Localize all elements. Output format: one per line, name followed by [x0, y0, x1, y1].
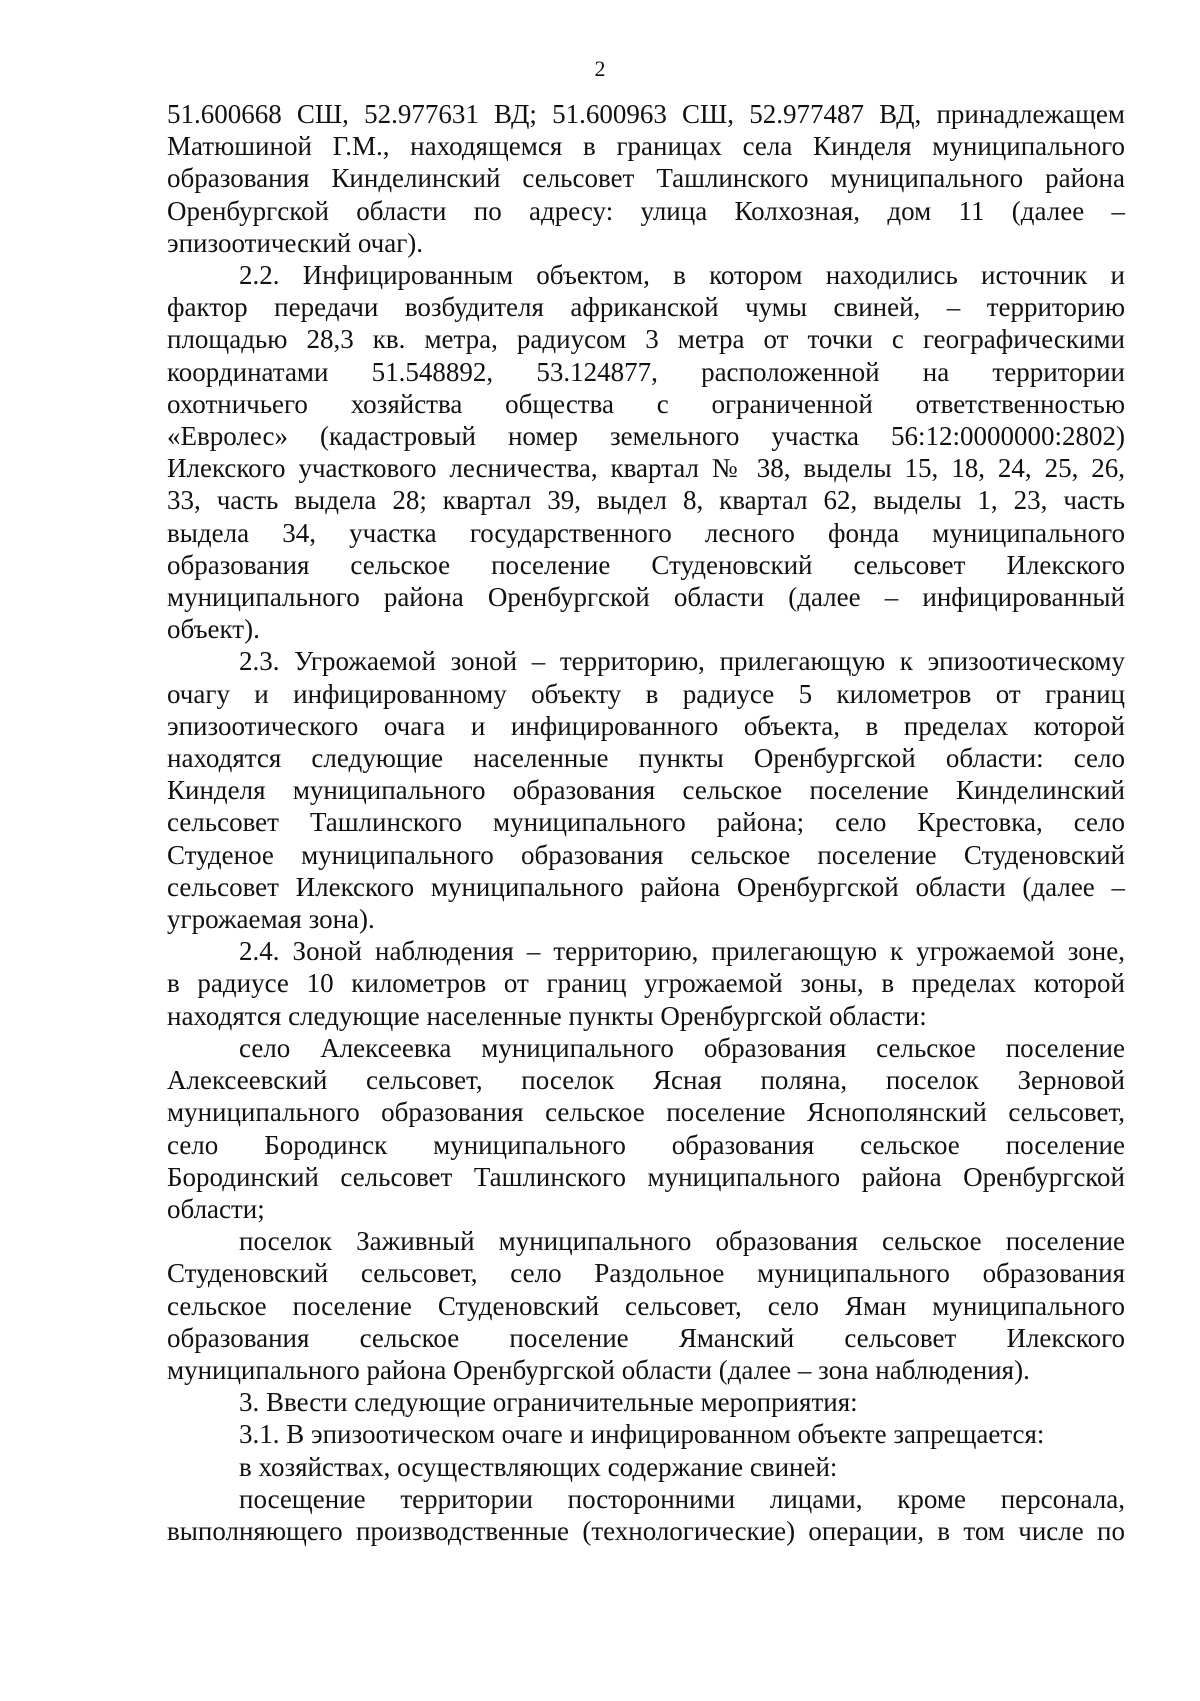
paragraph-farms: [167, 1451, 1125, 1483]
text-line: 2.4. Зоной наблюдения – территорию, прилегающую к угрожаемой зоне,: [239, 936, 1125, 967]
text-line: муниципального района Оренбургской области (далее – зона наблюдения).: [167, 1354, 1030, 1385]
text-line: село Бородинск муниципального образования сельское поселение: [167, 1129, 1125, 1160]
text-line: «Евролес» (кадастровый номер земельного участка 56:12:0000000:2802): [167, 421, 1125, 452]
text-line: находятся следующие населенные пункты Оренбургской области: село: [167, 743, 1125, 774]
text-line: 2.3. Угрожаемой зоной – территорию, прилегающую к эпизоотическому: [239, 646, 1125, 677]
text-line: площадью 28,3 кв. метра, радиусом 3 метра от точки с географическими: [167, 324, 1125, 355]
text-line: области;: [167, 1193, 265, 1224]
paragraph-2-3: [167, 645, 1125, 935]
text-line: Кинделя муниципального образования сельское поселение Кинделинский: [167, 775, 1125, 806]
text-line: фактор передачи возбудителя африканской чумы свиней, – территорию: [167, 292, 1125, 323]
text-line: охотничьего хозяйства общества с ограниченной ответственностью: [167, 388, 1125, 419]
text-line: 33, часть выдела 28; квартал 39, выдел 8, квартал 62, выделы 1, 23, часть: [167, 485, 1125, 516]
paragraph-2-2: [167, 259, 1125, 645]
text-line: 2.2. Инфицированным объектом, в котором находились источник и: [239, 260, 1125, 291]
text-line: Алексеевский сельсовет, поселок Ясная поляна, поселок Зерновой: [167, 1065, 1125, 1096]
paragraph-zazhivny: [167, 1225, 1125, 1386]
text-line: Оренбургской области по адресу: улица Колхозная, дом 11 (далее –: [167, 195, 1125, 226]
text-line: посещение территории посторонними лицами, кроме персонала,: [239, 1483, 1125, 1514]
paragraph-visits: [167, 1483, 1125, 1547]
text-line: образования Кинделинский сельсовет Ташлинского муниципального района: [167, 163, 1125, 194]
text-line: сельсовет Ташлинского муниципального района; село Крестовка, село: [167, 807, 1125, 838]
text-line: Илекского участкового лесничества, квартал № 38, выделы 15, 18, 24, 25, 26,: [167, 453, 1125, 484]
text-line: выдела 34, участка государственного лесного фонда муниципального: [167, 517, 1125, 548]
text-line: 51.600668 СШ, 52.977631 ВД; 51.600963 СШ, 52.977487 ВД, принадлежащем: [167, 99, 1125, 129]
text-line: 3. Ввести следующие ограничительные мероприятия:: [239, 1387, 858, 1418]
text-line: Матюшиной Г.М., находящемся в границах села Кинделя муниципального: [167, 131, 1125, 162]
page-number: 2: [594, 56, 606, 81]
text-line: образования сельское поселение Студеновский сельсовет Илекского: [167, 549, 1125, 580]
text-line: село Алексеевка муниципального образования сельское поселение: [239, 1032, 1125, 1063]
text-line: Бородинский сельсовет Ташлинского муниципального района Оренбургской: [167, 1161, 1125, 1192]
text-line: угрожаемая зона).: [167, 904, 375, 935]
text-line: в радиусе 10 километров от границ угрожаемой зоны, в пределах которой: [167, 968, 1125, 999]
text-line: объект).: [167, 614, 260, 645]
paragraph-2-4: [167, 935, 1125, 1032]
text-line: сельское поселение Студеновский сельсовет, село Яман муниципального: [167, 1290, 1125, 1321]
text-line: очагу и инфицированному объекту в радиусе 5 километров от границ: [167, 678, 1125, 709]
text-line: образования сельское поселение Яманский сельсовет Илекского: [167, 1322, 1125, 1353]
text-line: находятся следующие населенные пункты Оренбургской области:: [167, 1000, 927, 1031]
document-body: [167, 98, 1125, 1547]
text-line: в хозяйствах, осуществляющих содержание свиней:: [239, 1451, 838, 1482]
paragraph-0: [167, 98, 1125, 259]
text-line: эпизоотический очаг).: [167, 227, 424, 258]
text-line: Студеновский сельсовет, село Раздольное муниципального образования: [167, 1258, 1125, 1289]
text-line: 3.1. В эпизоотическом очаге и инфицированном объекте запрещается:: [239, 1419, 1045, 1450]
paragraph-alekseevka: [167, 1032, 1125, 1225]
text-line: координатами 51.548892, 53.124877, расположенной на территории: [167, 356, 1125, 387]
text-line: поселок Заживный муниципального образования сельское поселение: [239, 1226, 1125, 1257]
text-line: выполняющего производственные (технологические) операции, в том числе по: [167, 1515, 1125, 1546]
text-line: эпизоотического очага и инфицированного объекта, в пределах которой: [167, 710, 1125, 741]
paragraph-3: [167, 1386, 1125, 1418]
text-line: Студеное муниципального образования сельское поселение Студеновский: [167, 839, 1125, 870]
text-line: сельсовет Илекского муниципального района Оренбургской области (далее –: [167, 871, 1125, 902]
paragraph-3-1: [167, 1418, 1125, 1450]
text-line: муниципального образования сельское поселение Яснополянский сельсовет,: [167, 1097, 1125, 1128]
text-line: муниципального района Оренбургской области (далее – инфицированный: [167, 582, 1125, 613]
